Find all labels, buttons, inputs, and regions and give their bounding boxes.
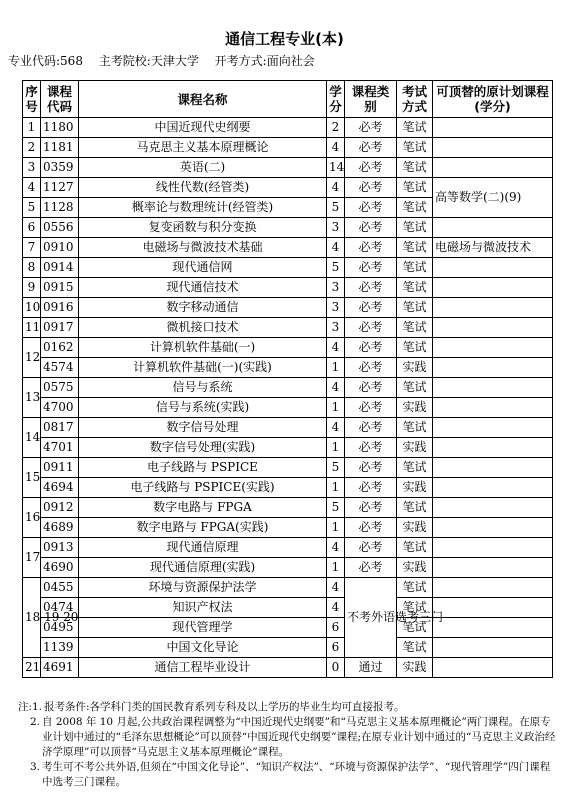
note-text: 自 2008 年 10 月起,公共政治课程调整为“中国近现代史纲要”和“马克思主义基本原理概论”两门课程。在原专业计划中通过的“毛泽东思想概论”可以顶替“中国近现代史纲要”课程;在原专业计划中通过的“马克思主义政治经济学原理”可以顶替“马克思主义基本原理概论”课程。 <box>42 716 556 758</box>
cell-code: 0914 <box>41 258 79 278</box>
cell-replace <box>433 578 553 598</box>
cell-replace <box>433 318 553 338</box>
cell-name: 现代通信原理(实践) <box>79 558 327 578</box>
table-row <box>23 278 553 298</box>
cell-exam: 笔试 <box>397 578 433 598</box>
cell-code: 4690 <box>41 558 79 578</box>
table-row <box>23 218 553 238</box>
cell-credit: 4 <box>327 598 345 618</box>
table-row <box>23 578 553 598</box>
cell-code: 0495 <box>41 618 79 638</box>
cell-type: 必考 <box>345 138 397 158</box>
cell-seq: 10 <box>23 298 41 318</box>
program-code: 专业代码:568 <box>8 54 83 68</box>
cell-seq: 16 <box>23 498 41 538</box>
table-row <box>23 238 553 258</box>
note-number: 3. <box>29 761 40 773</box>
note-item <box>8 760 558 790</box>
cell-name: 信号与系统 <box>79 378 327 398</box>
cell-type: 必考 <box>345 178 397 198</box>
table-row <box>23 118 553 138</box>
cell-type: 必考 <box>345 198 397 218</box>
cell-seq: 8 <box>23 258 41 278</box>
cell-type: 必考 <box>345 478 397 498</box>
cell-exam: 笔试 <box>397 498 433 518</box>
cell-replace <box>433 438 553 458</box>
cell-replace <box>433 458 553 478</box>
cell-code: 1128 <box>41 198 79 218</box>
cell-name: 微机接口技术 <box>79 318 327 338</box>
cell-code: 0910 <box>41 238 79 258</box>
cell-seq: 1 <box>23 118 41 138</box>
cell-seq: 12 <box>23 338 41 378</box>
cell-exam: 笔试 <box>397 218 433 238</box>
cell-exam: 笔试 <box>397 258 433 278</box>
cell-type: 必考 <box>345 358 397 378</box>
cell-code: 1139 <box>41 638 79 658</box>
table-row <box>23 518 553 538</box>
page-title: 通信工程专业(本) <box>225 30 344 48</box>
cell-code: 4701 <box>41 438 79 458</box>
cell-type: 必考 <box>345 318 397 338</box>
cell-code: 4700 <box>41 398 79 418</box>
cell-replace <box>433 118 553 138</box>
header-seq: 序号 <box>23 81 41 118</box>
cell-code: 0911 <box>41 458 79 478</box>
cell-name: 环境与资源保护法学 <box>79 578 327 598</box>
cell-seq: 4 <box>23 178 41 198</box>
cell-type: 必考 <box>345 118 397 138</box>
header-exam: 考试方式 <box>397 81 433 118</box>
cell-credit: 5 <box>327 458 345 478</box>
cell-credit: 0 <box>327 658 345 678</box>
cell-name: 数字电路与 FPGA(实践) <box>79 518 327 538</box>
cell-exam: 笔试 <box>397 278 433 298</box>
cell-code: 0455 <box>41 578 79 598</box>
note-text: 考生可不考公共外语,但须在“中国文化导论”、“知识产权法”、“环境与资源保护法学”、“现代管理学”四门课程中选考三门课程。 <box>42 761 551 788</box>
cell-replace <box>433 618 553 638</box>
cell-exam: 实践 <box>397 558 433 578</box>
cell-seq: 6 <box>23 218 41 238</box>
cell-type: 必考 <box>345 378 397 398</box>
table-row <box>23 258 553 278</box>
note-text: 报考条件:各学科门类的国民教育系列专科及以上学历的毕业生均可直接报考。 <box>44 701 405 713</box>
cell-replace <box>433 258 553 278</box>
cell-exam: 笔试 <box>397 158 433 178</box>
cell-name: 中国近现代史纲要 <box>79 118 327 138</box>
cell-name: 现代管理学 <box>79 618 327 638</box>
table-row <box>23 178 553 198</box>
cell-replace <box>433 298 553 318</box>
cell-exam: 笔试 <box>397 538 433 558</box>
cell-name: 计算机软件基础(一)(实践) <box>79 358 327 378</box>
cell-type: 必考 <box>345 338 397 358</box>
cell-credit: 4 <box>327 538 345 558</box>
table-row <box>23 398 553 418</box>
table-row <box>23 358 553 378</box>
table-row <box>23 158 553 178</box>
cell-credit: 14 <box>327 158 345 178</box>
cell-credit: 1 <box>327 358 345 378</box>
cell-seq: 15 <box>23 458 41 498</box>
cell-name: 英语(二) <box>79 158 327 178</box>
table-row <box>23 498 553 518</box>
cell-type: 必考 <box>345 498 397 518</box>
cell-code: 1127 <box>41 178 79 198</box>
cell-seq: 13 <box>23 378 41 418</box>
table-row <box>23 658 553 678</box>
cell-replace <box>433 658 553 678</box>
cell-seq: 21 <box>23 658 41 678</box>
cell-exam: 笔试 <box>397 618 433 638</box>
cell-credit: 4 <box>327 238 345 258</box>
table-row <box>23 298 553 318</box>
cell-credit: 5 <box>327 198 345 218</box>
cell-exam: 笔试 <box>397 598 433 618</box>
cell-code: 0912 <box>41 498 79 518</box>
cell-type: 必考 <box>345 558 397 578</box>
cell-seq: 9 <box>23 278 41 298</box>
cell-name: 线性代数(经管类) <box>79 178 327 198</box>
cell-replace <box>433 498 553 518</box>
cell-exam: 笔试 <box>397 338 433 358</box>
cell-name: 现代通信网 <box>79 258 327 278</box>
table-row <box>23 338 553 358</box>
cell-replace <box>433 138 553 158</box>
cell-name: 计算机软件基础(一) <box>79 338 327 358</box>
cell-seq: 14 <box>23 418 41 458</box>
cell-name: 电磁场与微波技术基础 <box>79 238 327 258</box>
cell-type: 必考 <box>345 418 397 438</box>
cell-replace <box>433 518 553 538</box>
cell-type: 必考 <box>345 158 397 178</box>
cell-replace-em: 电磁场与微波技术 <box>433 238 553 258</box>
cell-replace <box>433 398 553 418</box>
cell-code: 0474 <box>41 598 79 618</box>
cell-type: 必考 <box>345 258 397 278</box>
cell-credit: 3 <box>327 318 345 338</box>
cell-credit: 2 <box>327 118 345 138</box>
cell-type: 不考外语选考三门 <box>345 578 397 658</box>
cell-name: 中国文化导论 <box>79 638 327 658</box>
cell-exam: 笔试 <box>397 178 433 198</box>
header-code: 课程代码 <box>41 81 79 118</box>
cell-type: 必考 <box>345 538 397 558</box>
cell-exam: 实践 <box>397 518 433 538</box>
table-row <box>23 538 553 558</box>
cell-name: 电子线路与 PSPICE(实践) <box>79 478 327 498</box>
cell-name: 现代通信技术 <box>79 278 327 298</box>
cell-credit: 1 <box>327 398 345 418</box>
cell-seq: 11 <box>23 318 41 338</box>
cell-replace <box>433 158 553 178</box>
note-prefix: 注:1. <box>17 701 42 713</box>
note-item <box>8 715 558 760</box>
table-row <box>23 618 553 638</box>
header-name: 课程名称 <box>79 81 327 118</box>
cell-type: 必考 <box>345 298 397 318</box>
cell-code: 0817 <box>41 418 79 438</box>
cell-exam: 笔试 <box>397 418 433 438</box>
cell-code: 1181 <box>41 138 79 158</box>
cell-seq: 7 <box>23 238 41 258</box>
table-row <box>23 638 553 658</box>
cell-exam: 笔试 <box>397 138 433 158</box>
cell-credit: 1 <box>327 438 345 458</box>
cell-code: 4574 <box>41 358 79 378</box>
cell-code: 0575 <box>41 378 79 398</box>
cell-credit: 4 <box>327 178 345 198</box>
cell-credit: 1 <box>327 558 345 578</box>
cell-credit: 3 <box>327 218 345 238</box>
cell-name: 数字信号处理 <box>79 418 327 438</box>
cell-type: 必考 <box>345 278 397 298</box>
header-replace: 可顶替的原计划课程(学分) <box>433 81 553 118</box>
cell-credit: 6 <box>327 638 345 658</box>
table-row <box>23 478 553 498</box>
cell-exam: 实践 <box>397 398 433 418</box>
cell-credit: 4 <box>327 138 345 158</box>
cell-seq: 17 <box>23 538 41 578</box>
cell-credit: 5 <box>327 258 345 278</box>
cell-name: 数字电路与 FPGA <box>79 498 327 518</box>
cell-replace <box>433 378 553 398</box>
cell-exam: 笔试 <box>397 298 433 318</box>
cell-code: 4689 <box>41 518 79 538</box>
cell-replace <box>433 558 553 578</box>
cell-credit: 3 <box>327 298 345 318</box>
cell-exam: 笔试 <box>397 238 433 258</box>
cell-seq: 2 <box>23 138 41 158</box>
cell-exam: 笔试 <box>397 118 433 138</box>
cell-code: 0556 <box>41 218 79 238</box>
cell-credit: 1 <box>327 518 345 538</box>
cell-credit: 3 <box>327 278 345 298</box>
exam-school: 主考院校:天津大学 <box>98 54 199 68</box>
cell-type: 必考 <box>345 458 397 478</box>
table-row <box>23 438 553 458</box>
exam-mode: 开考方式:面向社会 <box>214 54 315 68</box>
cell-exam: 实践 <box>397 438 433 458</box>
cell-exam: 笔试 <box>397 638 433 658</box>
cell-exam: 笔试 <box>397 458 433 478</box>
cell-credit: 4 <box>327 338 345 358</box>
cell-seq: 18 19 20 <box>23 578 41 658</box>
cell-replace-math: 高等数学(二)(9) <box>433 178 553 218</box>
cell-credit: 4 <box>327 578 345 598</box>
cell-type: 必考 <box>345 218 397 238</box>
table-row <box>23 418 553 438</box>
cell-name: 概率论与数理统计(经管类) <box>79 198 327 218</box>
cell-replace <box>433 278 553 298</box>
cell-name: 现代通信原理 <box>79 538 327 558</box>
cell-type: 必考 <box>345 238 397 258</box>
cell-code: 0915 <box>41 278 79 298</box>
cell-credit: 4 <box>327 378 345 398</box>
cell-replace <box>433 638 553 658</box>
cell-exam: 实践 <box>397 358 433 378</box>
cell-code: 0162 <box>41 338 79 358</box>
cell-exam: 实践 <box>397 478 433 498</box>
cell-replace <box>433 478 553 498</box>
cell-name: 知识产权法 <box>79 598 327 618</box>
cell-name: 数字信号处理(实践) <box>79 438 327 458</box>
cell-type: 必考 <box>345 438 397 458</box>
cell-exam: 笔试 <box>397 378 433 398</box>
header-credit: 学分 <box>327 81 345 118</box>
cell-replace <box>433 218 553 238</box>
cell-exam: 实践 <box>397 658 433 678</box>
cell-replace <box>433 598 553 618</box>
note-item <box>8 700 558 715</box>
cell-code: 1180 <box>41 118 79 138</box>
cell-replace <box>433 338 553 358</box>
cell-code: 0917 <box>41 318 79 338</box>
cell-replace <box>433 538 553 558</box>
cell-type: 通过 <box>345 658 397 678</box>
note-number: 2. <box>29 716 40 728</box>
table-row <box>23 318 553 338</box>
cell-seq: 5 <box>23 198 41 218</box>
cell-name: 复变函数与积分变换 <box>79 218 327 238</box>
cell-code: 0359 <box>41 158 79 178</box>
cell-code: 4694 <box>41 478 79 498</box>
cell-credit: 1 <box>327 478 345 498</box>
cell-seq: 3 <box>23 158 41 178</box>
program-meta <box>8 52 327 69</box>
cell-name: 信号与系统(实践) <box>79 398 327 418</box>
notes-section <box>8 700 558 790</box>
table-row <box>23 598 553 618</box>
table-row <box>23 558 553 578</box>
cell-credit: 6 <box>327 618 345 638</box>
cell-type: 必考 <box>345 398 397 418</box>
course-table <box>22 80 553 678</box>
cell-name: 数字移动通信 <box>79 298 327 318</box>
cell-replace <box>433 358 553 378</box>
cell-name: 马克思主义基本原理概论 <box>79 138 327 158</box>
cell-replace <box>433 418 553 438</box>
cell-credit: 4 <box>327 418 345 438</box>
table-row <box>23 138 553 158</box>
cell-code: 0916 <box>41 298 79 318</box>
cell-code: 0913 <box>41 538 79 558</box>
cell-type: 必考 <box>345 518 397 538</box>
cell-name: 通信工程毕业设计 <box>79 658 327 678</box>
cell-credit: 5 <box>327 498 345 518</box>
cell-code: 4691 <box>41 658 79 678</box>
cell-exam: 笔试 <box>397 318 433 338</box>
table-header-row <box>23 81 553 118</box>
header-type: 课程类别 <box>345 81 397 118</box>
table-row <box>23 458 553 478</box>
table-row <box>23 378 553 398</box>
cell-exam: 笔试 <box>397 198 433 218</box>
cell-name: 电子线路与 PSPICE <box>79 458 327 478</box>
